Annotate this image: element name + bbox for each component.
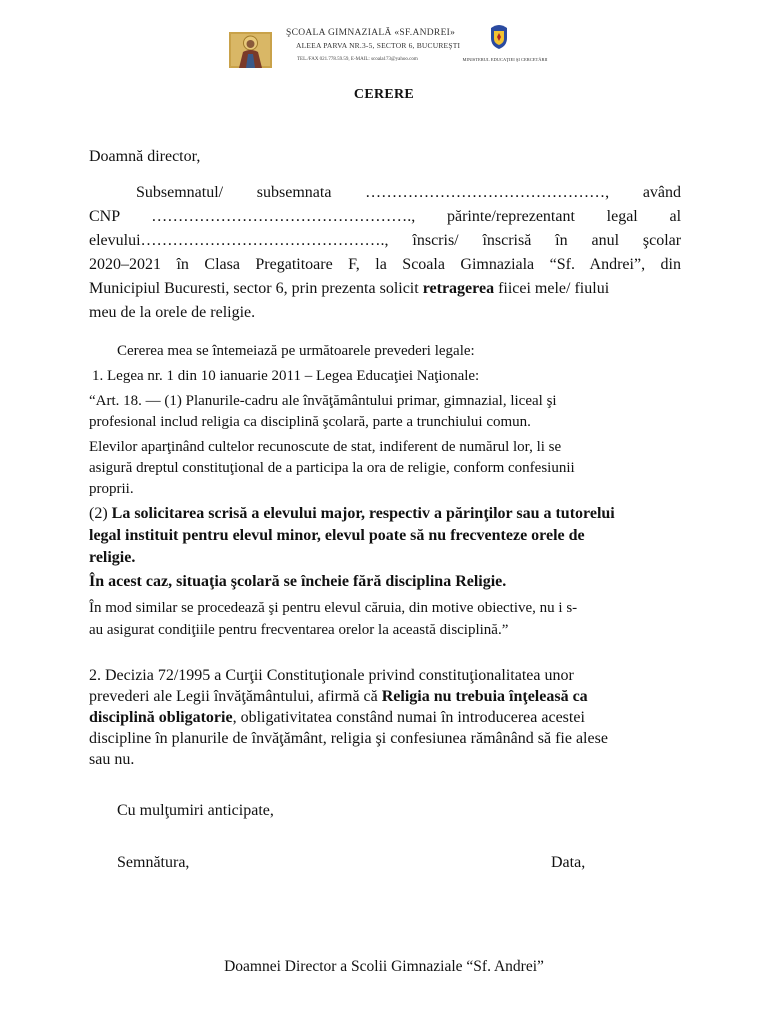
saint-icon: [229, 32, 272, 68]
request-line-2: CNP …………………………………………., părinte/reprezentant legal al: [89, 208, 682, 225]
law2-line-4: discipline în planurile de învăţământ, religia şi confesiunea rămânând să fie alese: [89, 730, 608, 747]
law2-line-2: prevederi ale Legii învăţământului, afirmă că Religia nu trebuia înţeleasă ca: [89, 688, 588, 705]
addressee-footer: Doamnei Director a Scolii Gimnaziale “Sf. Andrei”: [224, 958, 544, 975]
date-label: Data,: [551, 854, 586, 871]
law1-p2-line-3: proprii.: [89, 481, 134, 497]
school-name: ŞCOALA GIMNAZIALĂ «SF.ANDREI»: [286, 28, 456, 38]
law1-p4: În acest caz, situaţia şcolară se încheie fără disciplina Religie.: [89, 573, 507, 590]
ministry-name: MINISTERUL EDUCAŢIEI ŞI CERCETĂRII: [462, 57, 548, 62]
request-line-4: 2020–2021 în Clasa Pregatitoare F, la Scoala Gimnaziala “Sf. Andrei”, din: [89, 256, 681, 273]
request-line-5: Municipiul Bucuresti, sector 6, prin prezenta solicit retragerea fiicei mele/ fiului: [89, 280, 610, 297]
request-line-3: elevului………………………………………., înscris/ înscrisă în anul şcolar: [89, 232, 682, 249]
law1-title: 1. Legea nr. 1 din 10 ianuarie 2011 – Legea Educaţiei Naţionale:: [92, 368, 480, 384]
request-line-1: Subsemnatul/ subsemnata ………………………………………, având: [136, 184, 682, 201]
signature-label: Semnătura,: [117, 854, 190, 871]
law2-line-3: disciplină obligatorie, obligativitatea constând numai în introducerea acestei: [89, 709, 585, 726]
law1-p3-line-2: legal instituit pentru elevul minor, elevul poate să nu frecventeze orele de: [89, 527, 585, 544]
retragerea-emphasis: retragerea: [422, 280, 495, 297]
law1-p5-line-1: În mod similar se procedează şi pentru elevul căruia, din motive obiective, nu i s-: [89, 600, 578, 616]
request-line-6: meu de la orele de religie.: [89, 304, 256, 321]
school-address: ALEEA PARVA NR.3-5, SECTOR 6, BUCUREŞTI: [296, 41, 461, 50]
law1-p2-line-2: asigură dreptul constituţional de a participa la ora de religie, conform confesiunii: [89, 460, 575, 476]
salutation: Doamnă director,: [89, 148, 201, 165]
document-title: CERERE: [353, 87, 415, 102]
law1-p3-line-3: religie.: [89, 549, 136, 566]
law1-art-line-2: profesional includ religia ca disciplină şcolară, parte a trunchiului comun.: [89, 414, 531, 430]
legal-intro: Cererea mea se întemeiază pe următoarele prevederi legale:: [117, 343, 475, 359]
coat-of-arms-icon: [488, 22, 510, 50]
law1-art-line-1: “Art. 18. — (1) Planurile-cadru ale învăţământului primar, gimnazial, liceal şi: [89, 393, 557, 409]
law1-p5-line-2: au asigurat condiţiile pentru frecventarea orelor la această disciplină.”: [89, 622, 509, 638]
law1-p3-line-1: (2) La solicitarea scrisă a elevului major, respectiv a părinţilor sau a tutorelui: [89, 505, 615, 522]
law1-p2-line-1: Elevilor aparţinând cultelor recunoscute de stat, indiferent de numărul lor, li se: [89, 439, 562, 455]
law2-line-5: sau nu.: [89, 751, 135, 768]
law2-line-1: 2. Decizia 72/1995 a Curţii Constituţionale privind constituţionalitatea unor: [89, 667, 574, 684]
school-contact: TEL./FAX 021.778.59.59, E-MAIL: scoala173@yahoo.com: [297, 57, 418, 62]
closing: Cu mulţumiri anticipate,: [117, 802, 274, 819]
